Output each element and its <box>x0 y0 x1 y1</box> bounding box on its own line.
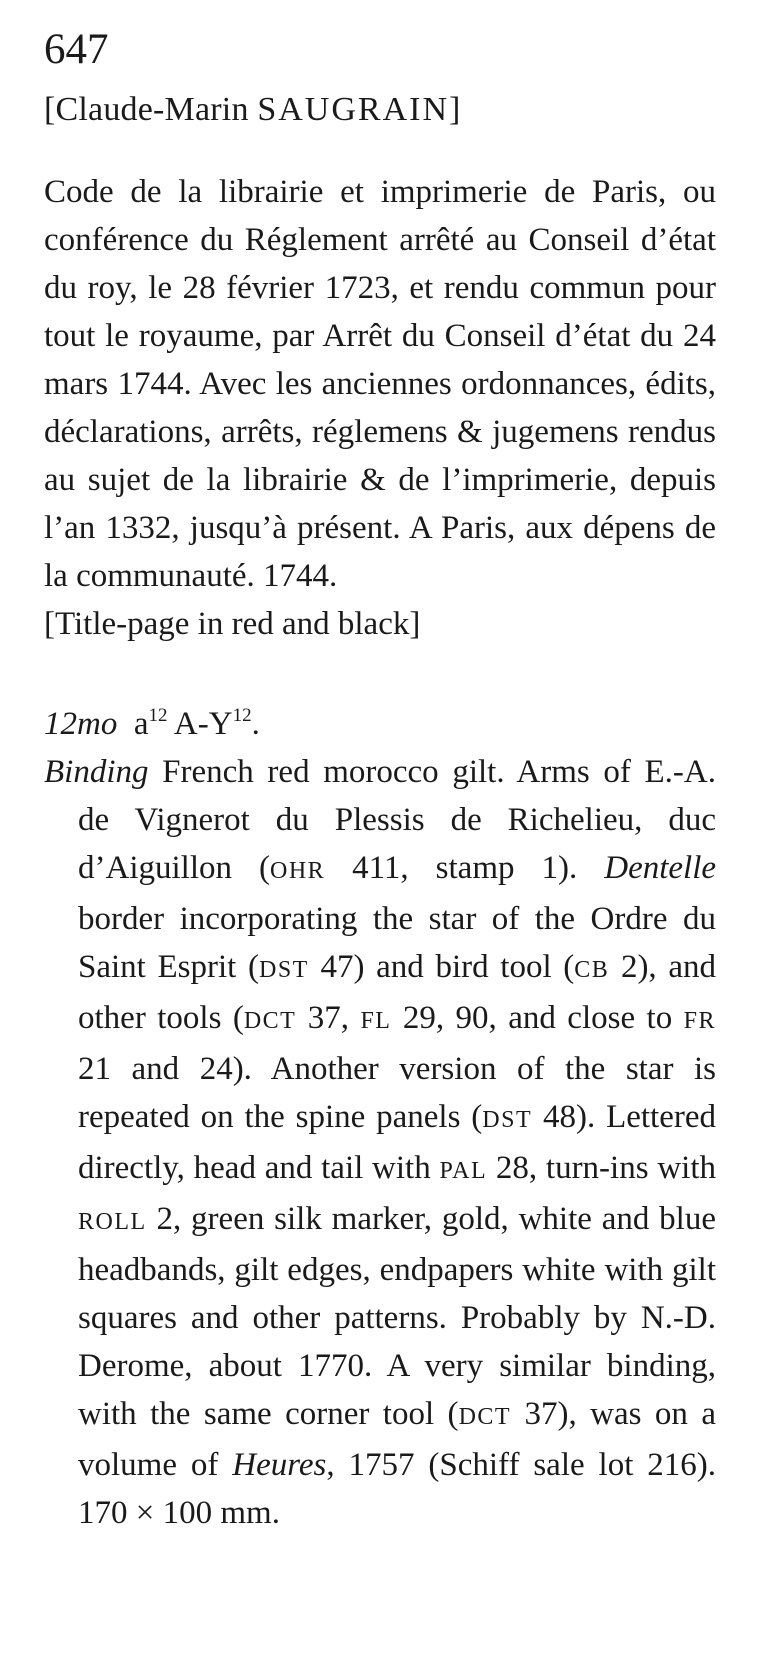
binding-text: , 1757 (Schiff sale lot 216). 170 × 100 mm. <box>78 1447 716 1531</box>
reference-cb: CB <box>574 957 610 983</box>
binding-text: border incorporating the star of the Ordre du Saint Esprit ( <box>78 901 716 985</box>
binding-text: 2, green silk marker, gold, white and blue headbands, gilt edges, endpapers white with gilt squares and other patterns. Probably by N.-D. Derome, about 1770. A very similar binding, with the same corner tool ( <box>78 1201 716 1432</box>
author-surname: SAUGRAIN <box>257 91 450 128</box>
format: 12mo <box>44 706 118 742</box>
binding-text: French red morocco gilt. Arms of E.-A. de Vignerot du Plessis de Richelieu, duc d’Aiguillon ( <box>78 754 716 886</box>
catalogue-entry <box>44 22 716 1537</box>
signature-2: A-Y <box>167 706 233 742</box>
title-transcription <box>44 168 716 648</box>
signature-2-count: 12 <box>232 705 252 726</box>
author-prefix: [Claude-Marin <box>44 91 258 128</box>
title-note: [Title-page in red and black] <box>44 606 421 642</box>
reference-dct: DCT <box>243 1008 297 1034</box>
binding-label: Binding <box>44 754 149 790</box>
binding-text: 21 and 24). Another version of the star is repeated on the spine panels ( <box>78 1051 716 1135</box>
binding-text: 37), was on a volume of <box>78 1396 716 1483</box>
signature-1-count: 12 <box>148 705 168 726</box>
reference-fr: FR <box>683 1008 716 1034</box>
reference-dst: DST <box>258 957 309 983</box>
reference-roll: ROLL <box>78 1209 147 1235</box>
collation <box>44 700 716 748</box>
binding-text: 28, turn-ins with <box>487 1150 716 1186</box>
binding-text: 411, stamp 1). <box>325 850 605 886</box>
binding-text: 37, <box>296 1000 361 1036</box>
author-suffix: ] <box>449 91 461 128</box>
binding-text: 2), and other tools ( <box>78 949 716 1036</box>
binding-description <box>44 748 716 1537</box>
heures-title: Heures <box>232 1447 327 1483</box>
entry-number: 647 <box>44 26 109 73</box>
reference-dst: DST <box>482 1107 533 1133</box>
binding-text: 48). Lettered directly, head and tail with <box>78 1099 716 1186</box>
binding-text: 29, 90, and close to <box>391 1000 684 1036</box>
signature-1: a <box>133 706 149 742</box>
binding-text: 47) and bird tool ( <box>308 949 575 985</box>
reference-fl: FL <box>360 1008 392 1034</box>
reference-pal: PAL <box>439 1158 488 1184</box>
dentelle-term: Dentelle <box>604 850 717 886</box>
reference-ohr: OHR <box>269 858 326 884</box>
reference-dct: DCT <box>458 1404 512 1430</box>
collation-end: . <box>251 706 260 742</box>
author-heading <box>44 88 716 132</box>
title-text: Code de la librairie et imprimerie de Paris, ou conférence du Réglement arrêté au Conseil d’état du roy, le 28 février 1723, et rendu commun pour tout le royaume, par Arrêt du Conseil d’état du 24 mars 1744. Avec les anciennes ordonnances, édits, déclarations, arrêts, réglemens & jugemens rendus au sujet de la librairie & de l’imprimerie, depuis l’an 1332, jusqu’à présent. A Paris, aux dépens de la communauté. 1744. <box>44 174 716 594</box>
